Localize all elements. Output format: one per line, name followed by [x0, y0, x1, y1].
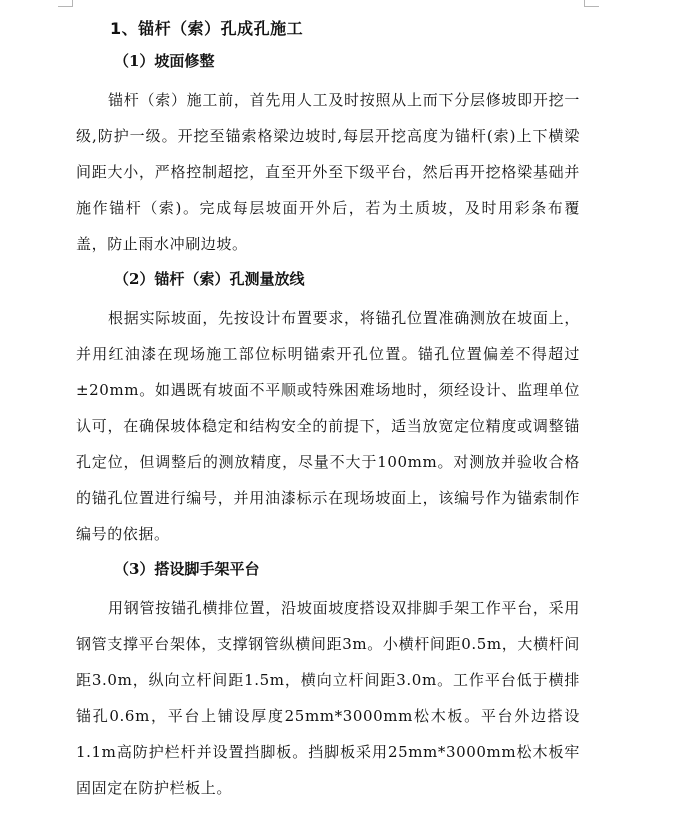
paragraph-slope-trimming: 锚杆（索）施工前，首先用人工及时按照从上而下分层修坡即开挖一级,防护一级。开挖至锚索格梁边坡时,每层开挖高度为锚杆(索)上下横梁间距大小，严格控制超挖，直至开外至下级平台，然后再开挖格梁基础并施作锚杆（索)。完成每层坡面开外后，若为土质坡，及时用彩条布覆盖，防止雨水冲刷边坡。	[76, 91, 580, 253]
paragraph-scaffold-platform: 用钢管按锚孔横排位置，沿坡面坡度搭设双排脚手架工作平台，采用钢管支撑平台架体，支撑钢管纵横间距3m。小横杆间距0.5m，大横杆间距3.0m，纵向立杆间距1.5m，横向立杆间距3.0m。工作平台低于横排锚孔0.6m，平台上铺设厚度25mm*3000mm松木板。平台外边搭设1.1m高防护栏杆并设置挡脚板。挡脚板采用25mm*3000mm松木板牢固固定在防护栏板上。	[76, 599, 580, 797]
document-body	[76, 14, 580, 808]
subheading-slope-trimming: （1）坡面修整	[114, 52, 215, 70]
margin-corner-mark-left	[58, 0, 73, 7]
margin-corner-mark-right	[584, 0, 599, 7]
subheading-hole-survey-layout: （2）锚杆（索）孔测量放线	[114, 270, 305, 288]
paragraph-hole-survey-layout: 根据实际坡面，先按设计布置要求，将锚孔位置准确测放在坡面上，并用红油漆在现场施工部位标明锚索开孔位置。锚孔位置偏差不得超过±20mm。如遇既有坡面不平顺或特殊困难场地时，须经设计、监理单位认可，在确保坡体稳定和结构安全的前提下，适当放宽定位精度或调整锚孔定位，但调整后的测放精度，尽量不大于100mm。对测放并验收合格的锚孔位置进行编号，并用油漆标示在现场坡面上，该编号作为锚索制作编号的依据。	[76, 309, 580, 543]
subheading-scaffold-platform: （3）搭设脚手架平台	[114, 560, 260, 578]
section-heading: 1、锚杆（索）孔成孔施工	[110, 19, 304, 38]
